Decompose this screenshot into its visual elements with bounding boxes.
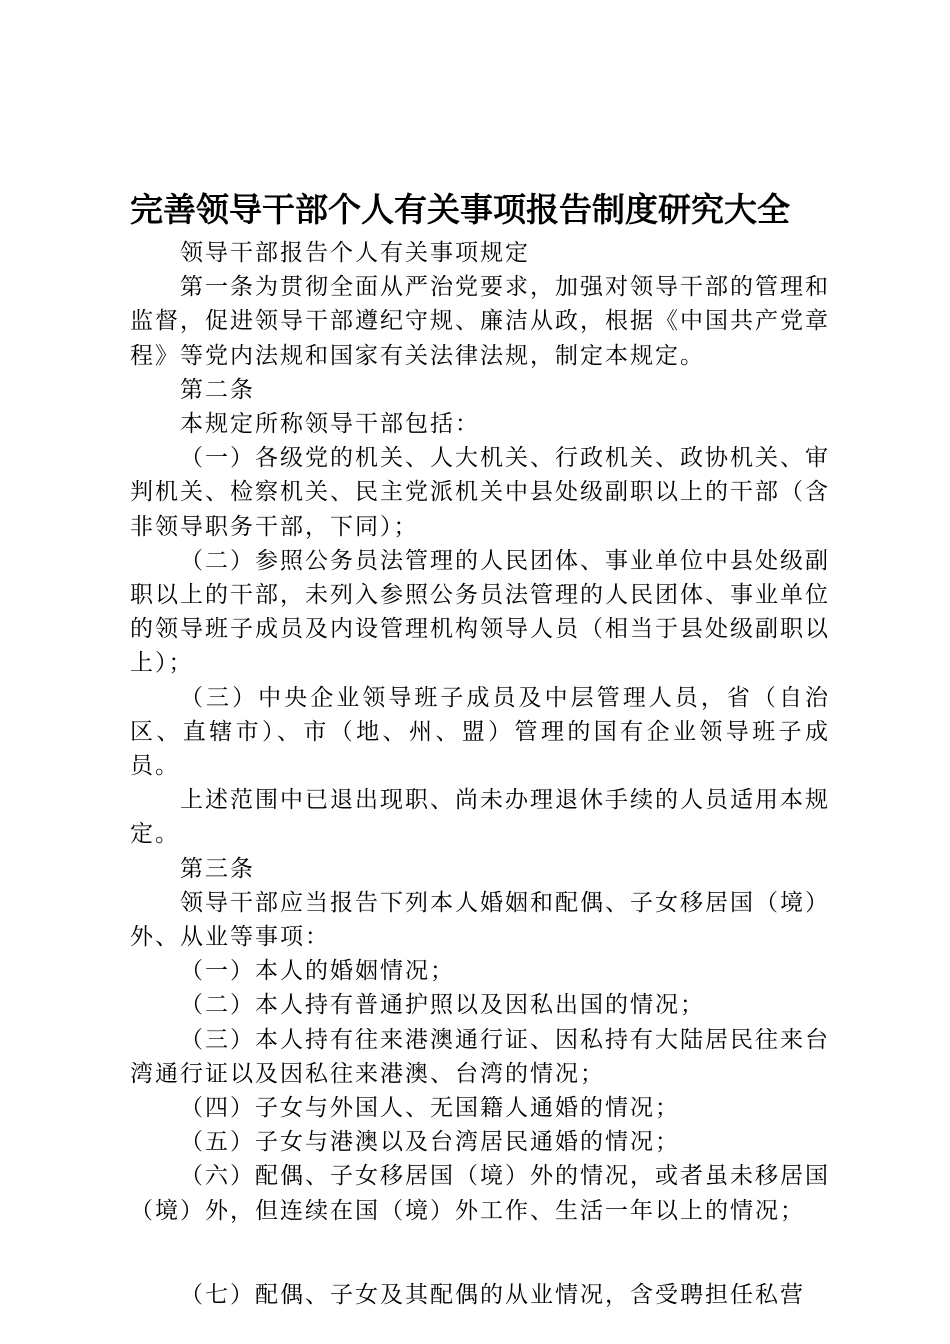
document-title: 完善领导干部个人有关事项报告制度研究大全 [130, 190, 790, 229]
paragraph-article-3-heading: 第三条 [180, 855, 255, 882]
paragraph-gap [130, 1228, 830, 1278]
paragraph-report-item-5: （五）子女与港澳以及台湾居民通婚的情况； [180, 1129, 680, 1156]
paragraph-report-item-1: （一）本人的婚姻情况； [180, 958, 455, 985]
paragraph-article-1: 第一条为贯彻全面从严治党要求，加强对领导干部的管理和监督，促进领导干部遵纪守规、廉洁从政，根据《中国共产党章程》等党内法规和国家有关法律法规，制定本规定。 [130, 274, 830, 369]
paragraph-scope-item-1: （一）各级党的机关、人大机关、行政机关、政协机关、审判机关、检察机关、民主党派机关中县处级副职以上的干部（含非领导职务干部，下同）； [130, 445, 830, 540]
paragraph-report-intro: 领导干部应当报告下列本人婚姻和配偶、子女移居国（境）外、从业等事项： [130, 889, 830, 951]
paragraph-report-item-6: （六）配偶、子女移居国（境）外的情况，或者虽未移居国（境）外，但连续在国（境）外工作、生活一年以上的情况； [130, 1163, 830, 1224]
paragraph-report-item-3: （三）本人持有往来港澳通行证、因私持有大陆居民往来台湾通行证以及因私往来港澳、台湾的情况； [130, 1026, 830, 1087]
document-body [130, 236, 830, 1312]
paragraph-report-item-7: （七）配偶、子女及其配偶的从业情况，含受聘担任私营 [180, 1281, 805, 1308]
document-page [130, 184, 830, 1312]
paragraph-scope-intro: 本规定所称领导干部包括： [180, 411, 480, 438]
paragraph-scope-item-3: （三）中央企业领导班子成员及中层管理人员，省（自治区、直辖市）、市（地、州、盟）管理的国有企业领导班子成员。 [130, 684, 830, 780]
paragraph-report-item-2: （二）本人持有普通护照以及因私出国的情况； [180, 992, 705, 1019]
paragraph-scope-note: 上述范围中已退出现职、尚未办理退休手续的人员适用本规定。 [130, 787, 830, 848]
paragraph-article-2-heading: 第二条 [180, 376, 255, 403]
paragraph-scope-item-2: （二）参照公务员法管理的人民团体、事业单位中县处级副职以上的干部，未列入参照公务员法管理的人民团体、事业单位的领导班子成员及内设管理机构领导人员（相当于县处级副职以上）； [130, 547, 830, 677]
paragraph-subtitle: 领导干部报告个人有关事项规定 [180, 240, 530, 266]
paragraph-report-item-4: （四）子女与外国人、无国籍人通婚的情况； [180, 1095, 680, 1122]
